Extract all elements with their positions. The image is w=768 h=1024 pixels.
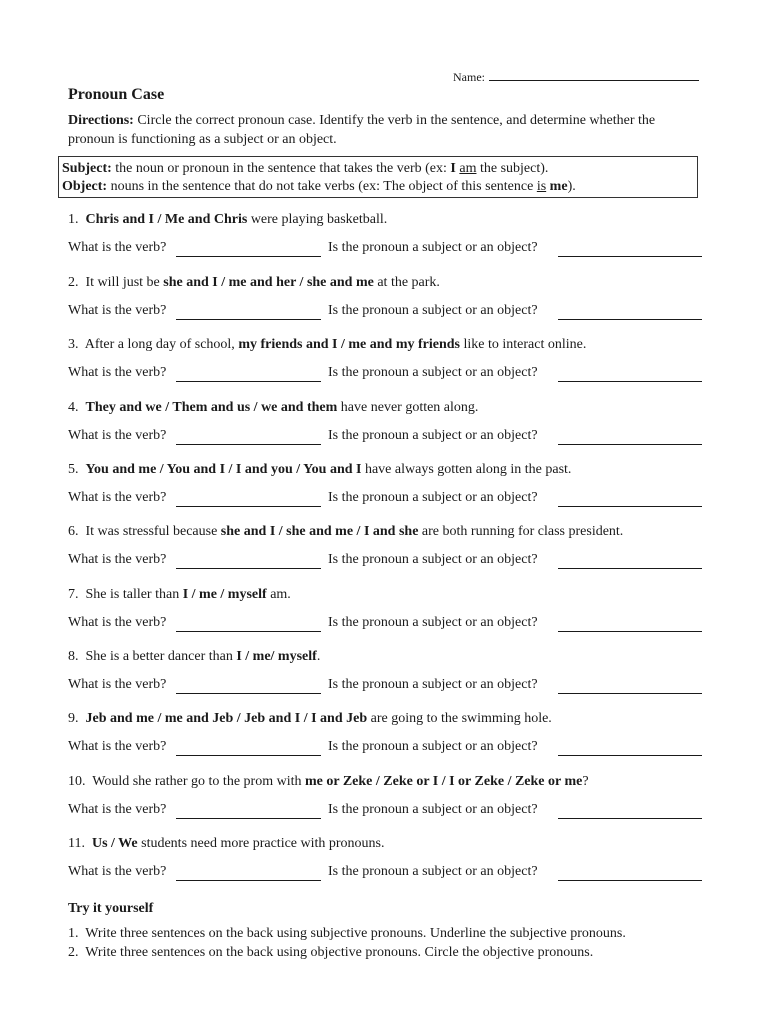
pronoun-choices[interactable]: she and I / me and her / she and me (163, 275, 374, 290)
question-10 (68, 773, 589, 791)
verb-prompt: What is the verb? (68, 739, 167, 754)
question-number: 1. (68, 212, 79, 227)
role-answer-blank[interactable] (558, 256, 702, 257)
question-post: are both running for class president. (418, 524, 624, 539)
verb-prompt: What is the verb? (68, 802, 167, 817)
question-number: 3. (68, 337, 79, 352)
pronoun-choices[interactable]: Us / We (91, 836, 138, 851)
question-number: 10. (68, 774, 86, 789)
subject-definition (62, 160, 697, 178)
verb-prompt: What is the verb? (68, 490, 167, 505)
verb-prompt: What is the verb? (68, 303, 167, 318)
question-9 (68, 710, 552, 728)
verb-answer-blank[interactable] (176, 444, 321, 445)
pronoun-choices[interactable]: me or Zeke / Zeke or I / I or Zeke / Zeke or me (304, 774, 583, 789)
answer-row-2 (68, 303, 702, 323)
role-prompt: Is the pronoun a subject or an object? (328, 615, 538, 630)
answer-row-4 (68, 428, 702, 448)
question-post: am. (266, 587, 291, 602)
role-prompt: Is the pronoun a subject or an object? (328, 303, 538, 318)
pronoun-choices[interactable]: I / me/ myself (236, 649, 317, 664)
verb-prompt: What is the verb? (68, 552, 167, 567)
verb-answer-blank[interactable] (176, 880, 321, 881)
question-4 (68, 399, 478, 417)
role-prompt: Is the pronoun a subject or an object? (328, 365, 538, 380)
role-answer-blank[interactable] (558, 444, 702, 445)
role-answer-blank[interactable] (558, 693, 702, 694)
question-pre: She is taller than (85, 587, 183, 602)
role-prompt: Is the pronoun a subject or an object? (328, 428, 538, 443)
verb-answer-blank[interactable] (176, 568, 321, 569)
object-example-verb: is (536, 179, 547, 194)
verb-answer-blank[interactable] (176, 693, 321, 694)
question-number: 2. (68, 275, 79, 290)
role-prompt: Is the pronoun a subject or an object? (328, 802, 538, 817)
name-field (453, 68, 699, 85)
answer-row-7 (68, 615, 702, 635)
question-pre: After a long day of school, (84, 337, 239, 352)
question-number: 7. (68, 587, 79, 602)
question-pre: Would she rather go to the prom with (92, 774, 305, 789)
object-example-pronoun: me (549, 179, 568, 194)
role-answer-blank[interactable] (558, 319, 702, 320)
pronoun-choices[interactable]: she and I / she and me / I and she (220, 524, 419, 539)
verb-answer-blank[interactable] (176, 506, 321, 507)
answer-row-5 (68, 490, 702, 510)
question-post: at the park. (373, 275, 440, 290)
object-example-end: ). (567, 179, 576, 194)
question-post: were playing basketball. (247, 212, 388, 227)
role-prompt: Is the pronoun a subject or an object? (328, 677, 538, 692)
role-prompt: Is the pronoun a subject or an object? (328, 240, 538, 255)
answer-row-3 (68, 365, 702, 385)
role-prompt: Is the pronoun a subject or an object? (328, 490, 538, 505)
object-definition (62, 178, 697, 196)
object-text: nouns in the sentence that do not take verbs (ex: The object of this sentence (107, 179, 537, 194)
definitions-box (58, 156, 698, 198)
name-label: Name: (453, 70, 485, 84)
pronoun-choices[interactable]: You and me / You and I / I and you / You and I (85, 462, 362, 477)
role-answer-blank[interactable] (558, 568, 702, 569)
question-post: students need more practice with pronouns. (137, 836, 385, 851)
directions-label: Directions: (68, 113, 134, 128)
question-8 (68, 648, 320, 666)
question-number: 8. (68, 649, 79, 664)
role-answer-blank[interactable] (558, 506, 702, 507)
pronoun-choices[interactable]: Chris and I / Me and Chris (85, 212, 248, 227)
question-number: 9. (68, 711, 79, 726)
role-answer-blank[interactable] (558, 755, 702, 756)
question-number: 5. (68, 462, 79, 477)
answer-row-9 (68, 739, 702, 759)
question-pre: She is a better dancer than (85, 649, 237, 664)
role-prompt: Is the pronoun a subject or an object? (328, 864, 538, 879)
try-item-number: 2. (68, 945, 79, 960)
try-item-number: 1. (68, 926, 79, 941)
question-number: 11. (68, 836, 85, 851)
question-post: like to interact online. (460, 337, 587, 352)
verb-prompt: What is the verb? (68, 365, 167, 380)
question-post: ? (582, 774, 589, 789)
verb-answer-blank[interactable] (176, 631, 321, 632)
answer-row-1 (68, 240, 702, 260)
question-3 (68, 336, 586, 354)
verb-prompt: What is the verb? (68, 240, 167, 255)
verb-answer-blank[interactable] (176, 381, 321, 382)
question-1 (68, 211, 387, 229)
subject-label: Subject: (62, 161, 112, 176)
verb-prompt: What is the verb? (68, 615, 167, 630)
try-item-text: Write three sentences on the back using objective pronouns. Circle the objective pronouns. (85, 945, 594, 960)
question-number: 4. (68, 400, 79, 415)
question-pre: It was stressful because (85, 524, 221, 539)
verb-answer-blank[interactable] (176, 256, 321, 257)
verb-prompt: What is the verb? (68, 677, 167, 692)
role-answer-blank[interactable] (558, 631, 702, 632)
question-5 (68, 461, 571, 479)
subject-example-end: the subject). (476, 161, 549, 176)
verb-prompt: What is the verb? (68, 864, 167, 879)
question-11 (68, 835, 385, 853)
verb-answer-blank[interactable] (176, 319, 321, 320)
verb-prompt: What is the verb? (68, 428, 167, 443)
directions-text: Circle the correct pronoun case. Identify the verb in the sentence, and determine whether the pronoun is functioning as a subject or an object. (68, 113, 656, 147)
try-it-title: Try it yourself (68, 901, 154, 916)
answer-row-10 (68, 802, 702, 822)
object-label: Object: (62, 179, 108, 194)
role-prompt: Is the pronoun a subject or an object? (328, 739, 538, 754)
pronoun-choices[interactable]: I / me / myself (182, 587, 267, 602)
try-item (68, 944, 593, 962)
verb-answer-blank[interactable] (176, 818, 321, 819)
directions (68, 111, 704, 149)
question-post: . (316, 649, 321, 664)
pronoun-choices[interactable]: They and we / Them and us / we and them (85, 400, 338, 415)
name-blank[interactable] (489, 68, 699, 81)
subject-example-verb: am (459, 161, 477, 176)
answer-row-8 (68, 677, 702, 697)
question-6 (68, 523, 623, 541)
pronoun-choices[interactable]: Jeb and me / me and Jeb / Jeb and I / I and Jeb (85, 711, 368, 726)
question-number: 6. (68, 524, 79, 539)
subject-text: the noun or pronoun in the sentence that takes the verb (ex: (111, 161, 451, 176)
answer-row-11 (68, 864, 702, 884)
page-title: Pronoun Case (68, 86, 165, 103)
question-post: are going to the swimming hole. (367, 711, 552, 726)
verb-answer-blank[interactable] (176, 755, 321, 756)
question-7 (68, 586, 291, 604)
try-item-text: Write three sentences on the back using subjective pronouns. Underline the subjective pronouns. (85, 926, 626, 941)
try-item (68, 925, 626, 943)
role-prompt: Is the pronoun a subject or an object? (328, 552, 538, 567)
answer-row-6 (68, 552, 702, 572)
question-2 (68, 274, 440, 292)
question-pre: It will just be (85, 275, 164, 290)
role-answer-blank[interactable] (558, 818, 702, 819)
role-answer-blank[interactable] (558, 880, 702, 881)
pronoun-choices[interactable]: my friends and I / me and my friends (238, 337, 460, 352)
subject-example-pronoun: I (450, 161, 456, 176)
question-post: have always gotten along in the past. (361, 462, 572, 477)
role-answer-blank[interactable] (558, 381, 702, 382)
question-post: have never gotten along. (337, 400, 479, 415)
